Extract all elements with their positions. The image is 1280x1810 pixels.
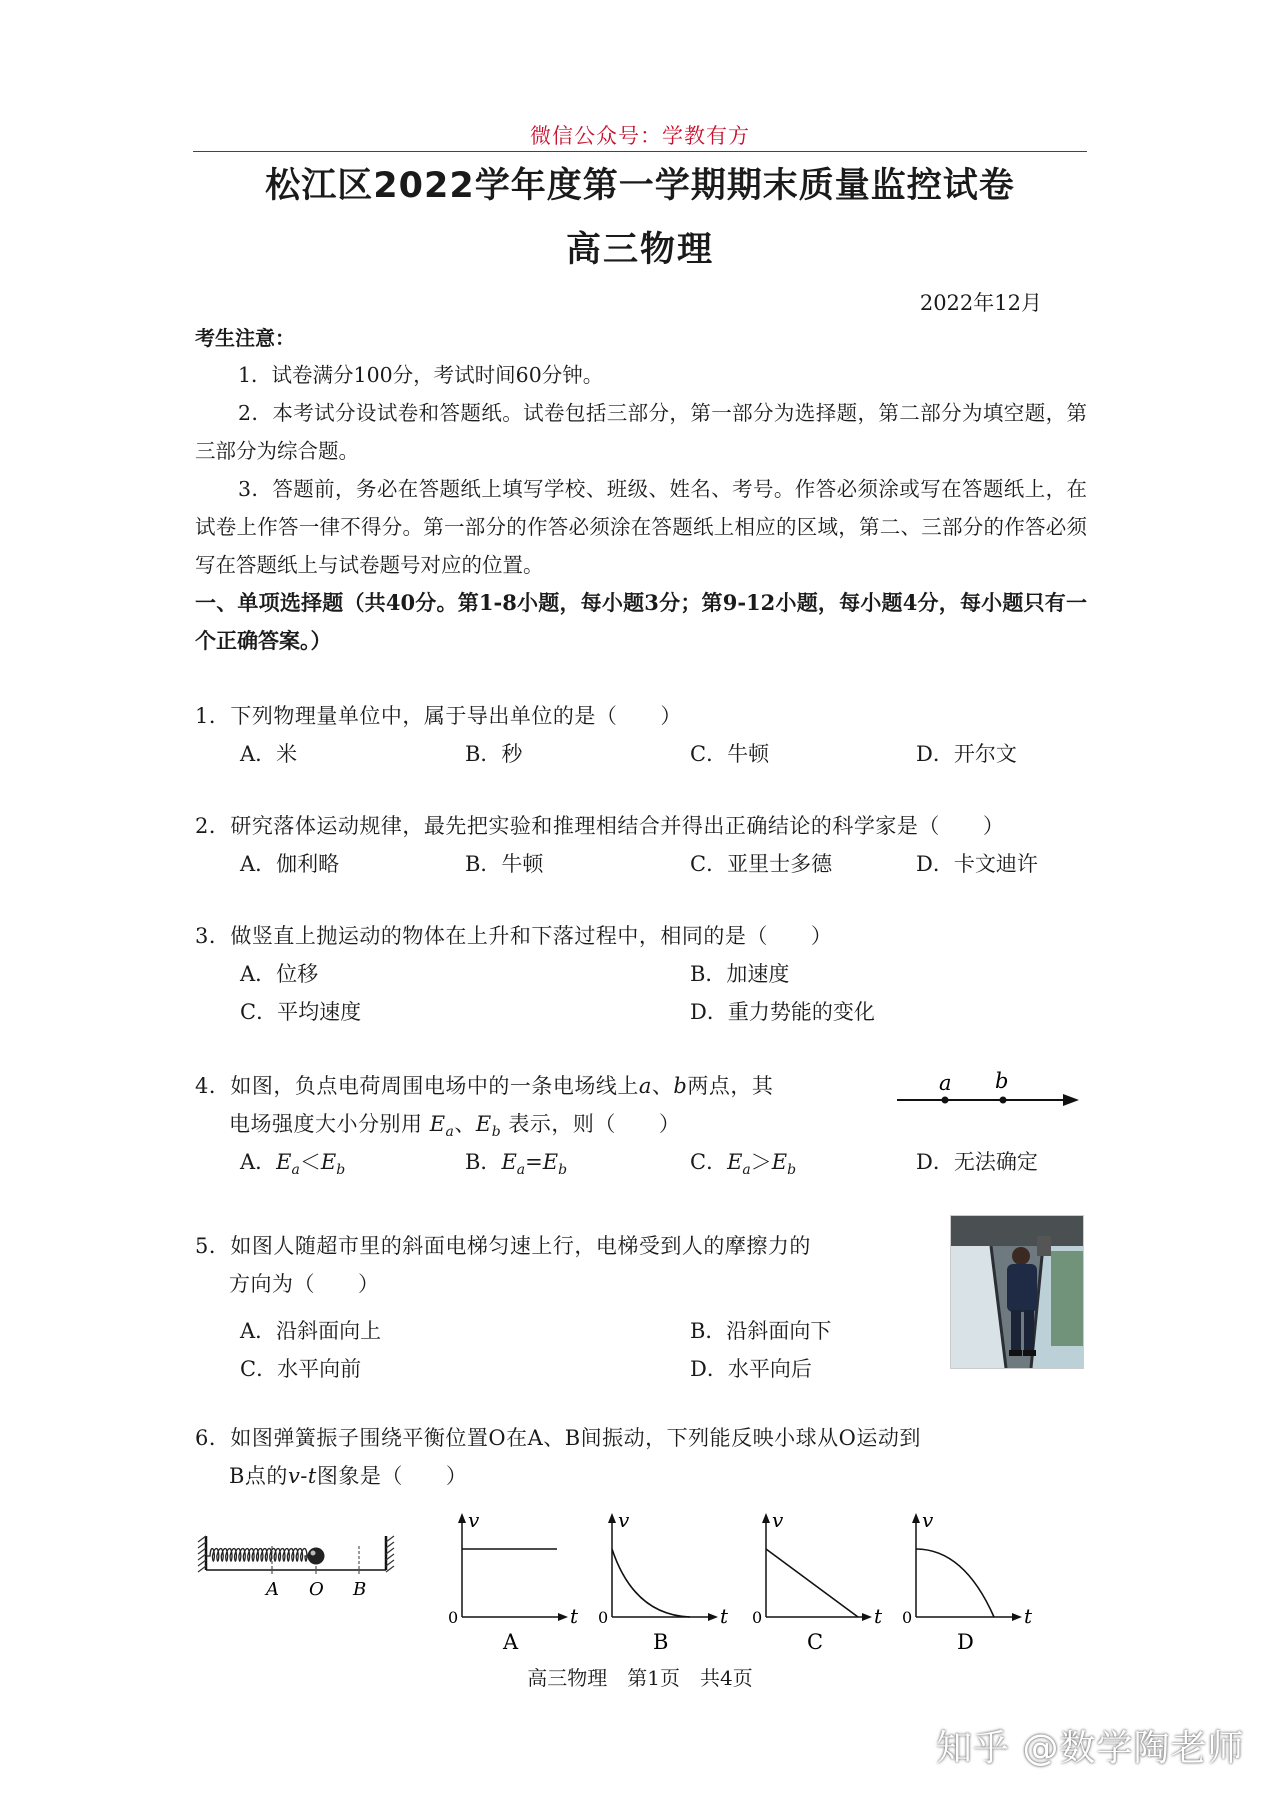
- spring-oscillator-figure: [196, 1532, 406, 1602]
- field-line-arrowhead: [1063, 1094, 1079, 1106]
- header-rule: [193, 151, 1087, 152]
- v-axis-arrow: [608, 1513, 616, 1523]
- q3-stem: 3．做竖直上抛运动的物体在上升和下落过程中，相同的是（ ）: [195, 924, 833, 948]
- t-axis-arrow: [1012, 1613, 1022, 1621]
- origin-label: 0: [752, 1608, 763, 1627]
- axis-t-label: t: [720, 1604, 729, 1628]
- vt-graph-b: [598, 1505, 738, 1655]
- spring-label-b: B: [353, 1579, 367, 1600]
- q4-option-d: D．无法确定: [916, 1150, 1038, 1174]
- spring-coil: [206, 1549, 307, 1562]
- q1-option-d: D．开尔文: [916, 742, 1017, 766]
- q4-stem-line2: [229, 1108, 909, 1140]
- q4-sep: 、: [651, 1074, 674, 1098]
- spring-label-o: O: [309, 1579, 324, 1600]
- q4-point-b: b: [673, 1074, 688, 1098]
- vt-curve-c: [766, 1549, 858, 1617]
- origin-label: 0: [598, 1608, 609, 1627]
- oscillator-ball: [308, 1548, 325, 1565]
- notice-heading: 考生注意：: [195, 326, 295, 350]
- point-a-dot: [942, 1097, 949, 1104]
- origin-label: 0: [448, 1608, 459, 1627]
- notice-item-2: 2．本考试分设试卷和答题纸。试卷包括三部分，第一部分为选择题，第二部分为填空题，第三部分为综合题。: [195, 401, 1087, 463]
- q1-option-a: A．米: [240, 742, 298, 766]
- escalator-illustration: [951, 1216, 1083, 1368]
- q4-point-a: a: [638, 1074, 652, 1098]
- q4-sep2: 、: [454, 1112, 476, 1136]
- t-axis-arrow: [862, 1613, 872, 1621]
- axis-t-label: t: [1024, 1604, 1033, 1628]
- vt-graph-a: [448, 1505, 588, 1655]
- q4-eb: E: [475, 1112, 492, 1136]
- q2-option-c: C．亚里士多德: [690, 852, 833, 876]
- axis-v-label: v: [468, 1508, 480, 1532]
- zhihu-watermark: 知乎 @数学陶老师: [936, 1728, 1245, 1769]
- q4-field-line-figure: [895, 1070, 1080, 1120]
- graph-label-b: B: [653, 1630, 669, 1654]
- origin-label: 0: [902, 1608, 913, 1627]
- q4-stem-part4: 表示，则（ ）: [508, 1112, 681, 1136]
- q6-stem-line2: B点的v-t图象是（ ）: [229, 1464, 468, 1488]
- graph-label-c: C: [807, 1630, 824, 1654]
- q2-stem: 2．研究落体运动规律，最先把实验和推理相结合并得出正确结论的科学家是（ ）: [195, 814, 1005, 838]
- axis-t-label: t: [570, 1604, 579, 1628]
- q1-option-c: C．牛顿: [690, 742, 770, 766]
- q6-vt: v-t: [287, 1464, 317, 1488]
- exam-title: 松江区2022学年度第一学期期末质量监控试卷: [265, 166, 1015, 206]
- q5-option-a: A．沿斜面向上: [240, 1319, 382, 1343]
- q5-option-d: D．水平向后: [690, 1357, 812, 1381]
- axis-v-label: v: [772, 1508, 784, 1532]
- escalator-photo: [950, 1215, 1084, 1369]
- exam-subtitle: 高三物理: [565, 230, 714, 270]
- q3-option-d: D．重力势能的变化: [690, 1000, 875, 1024]
- graph-label-a: A: [503, 1630, 519, 1654]
- q4-ea: E: [429, 1112, 446, 1136]
- q3-option-b: B．加速度: [690, 962, 790, 986]
- q2-option-a: A．伽利略: [240, 852, 340, 876]
- q4-stem-line1: [195, 1070, 875, 1100]
- graph-label-d: D: [957, 1630, 974, 1654]
- q3-option-c: C．平均速度: [240, 1000, 362, 1024]
- q4-option-a: A．$E_a<E_b$: [240, 1150, 346, 1179]
- point-b-dot: [1000, 1097, 1007, 1104]
- t-axis-arrow: [558, 1613, 568, 1621]
- wechat-account: 微信公众号：学教有方: [530, 124, 750, 148]
- q4-stem-part1: 4．如图，负点电荷周围电场中的一条电场线上: [195, 1074, 639, 1098]
- q5-option-b: B．沿斜面向下: [690, 1319, 832, 1343]
- vt-graph-d: [902, 1505, 1042, 1655]
- notice-item-3: 3．答题前，务必在答题纸上填写学校、班级、姓名、考号。作答必须涂或写在答题纸上，在试卷上作答一律不得分。第一部分的作答必须涂在答题纸上相应的区域，第二、三部分的作答必须写在答题纸上与试卷题号对应的位置。: [195, 477, 1087, 577]
- notice-item-1: 1．试卷满分100分，考试时间60分钟。: [238, 363, 604, 387]
- vt-graph-c: [752, 1505, 892, 1655]
- page-footer: 高三物理 第1页 共4页: [527, 1666, 753, 1690]
- axis-t-label: t: [874, 1604, 883, 1628]
- q4-ea-sub: a: [445, 1124, 455, 1141]
- q4-eb-sub: b: [491, 1124, 502, 1141]
- vt-curve-b: [612, 1549, 690, 1617]
- q6-stem-line1: 6．如图弹簧振子围绕平衡位置O在A、B间振动，下列能反映小球从O运动到: [195, 1426, 921, 1450]
- v-axis-arrow: [762, 1513, 770, 1523]
- q3-option-a: A．位移: [240, 962, 319, 986]
- q2-option-d: D．卡文迪许: [916, 852, 1038, 876]
- v-axis-arrow: [912, 1513, 920, 1523]
- q5-stem-line2: 方向为（ ）: [229, 1272, 380, 1296]
- spring-label-a: A: [266, 1579, 279, 1600]
- q4-stem-part3: 电场强度大小分别用: [229, 1112, 423, 1136]
- v-axis-arrow: [458, 1513, 466, 1523]
- q2-option-b: B．牛顿: [465, 852, 544, 876]
- point-a-label: a: [939, 1071, 952, 1095]
- vt-curve-d: [916, 1549, 994, 1617]
- q4-option-c: C．$E_a>E_b$: [690, 1150, 797, 1179]
- axis-v-label: v: [618, 1508, 630, 1532]
- q4-option-b: B．$E_a=E_b$: [465, 1150, 568, 1179]
- point-b-label: b: [995, 1070, 1009, 1093]
- axis-v-label: v: [922, 1508, 934, 1532]
- exam-date: 2022年12月: [919, 291, 1042, 315]
- q4-stem-part2: 两点，其: [687, 1074, 774, 1098]
- section-heading: 一、单项选择题（共40分。第1-8小题，每小题3分；第9-12小题，每小题4分，每小题只有一个正确答案。）: [195, 590, 1087, 653]
- q5-option-c: C．水平向前: [240, 1357, 362, 1381]
- q1-stem: 1．下列物理量单位中，属于导出单位的是（ ）: [195, 704, 682, 728]
- t-axis-arrow: [708, 1613, 718, 1621]
- q5-stem-line1: 5．如图人随超市里的斜面电梯匀速上行，电梯受到人的摩擦力的: [195, 1234, 811, 1258]
- q1-option-b: B．秒: [465, 742, 523, 766]
